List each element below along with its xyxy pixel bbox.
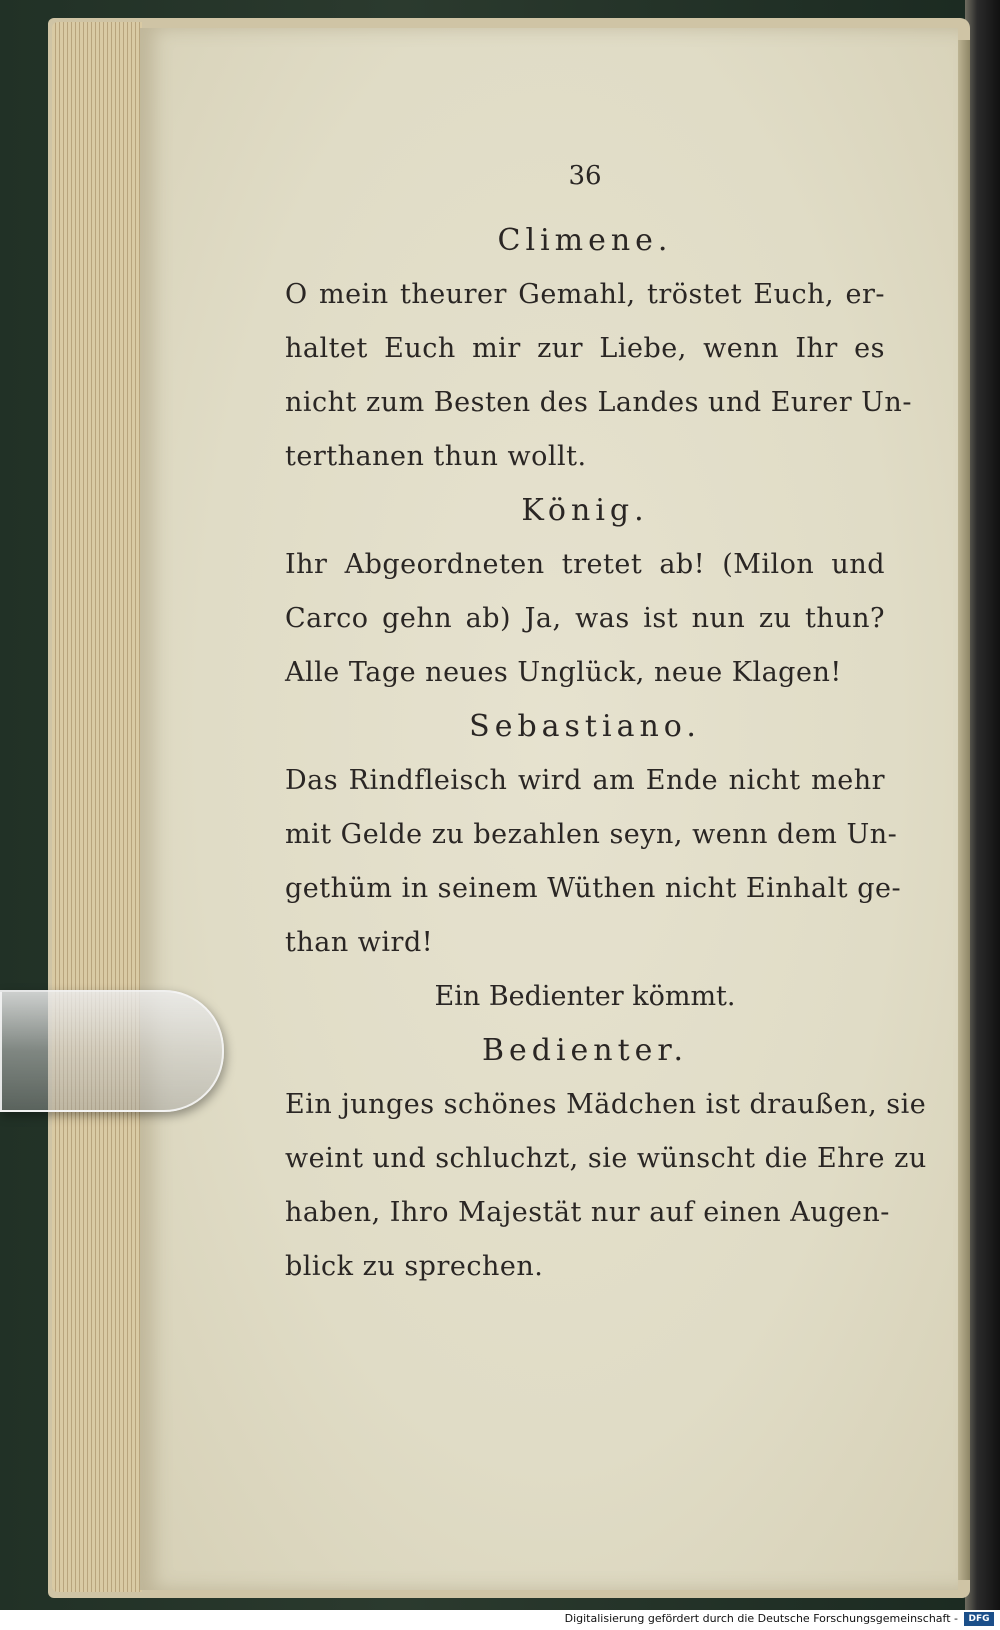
text-line: blick zu sprechen. [285, 1251, 544, 1282]
text-line: nicht zum Besten des Landes und Eurer Un- [285, 387, 912, 418]
speaker-heading: König. [521, 493, 649, 528]
text-line: than wird! [285, 927, 434, 958]
glass-page-holder [0, 990, 224, 1112]
text-line: O mein theurer Gemahl, tröstet Euch, er- [285, 279, 885, 310]
speaker-heading: Bedienter. [481, 1033, 689, 1068]
page-edges [52, 22, 142, 1592]
text-line: haltet Euch mir zur Liebe, wenn Ihr es [285, 333, 885, 364]
text-line: Das Rindfleisch wird am Ende nicht mehr [285, 765, 885, 796]
stage-direction: Ein Bedienter kömmt. [434, 981, 736, 1012]
text-line: Carco gehn ab) Ja, was ist nun zu thun? [285, 603, 885, 634]
speaker-heading: Climene. [497, 223, 673, 258]
text-line: terthanen thun wollt. [285, 441, 587, 472]
speaker-heading: Sebastiano. [469, 709, 701, 744]
dfg-logo: DFG [964, 1612, 994, 1626]
facing-page-edge [965, 0, 1000, 1610]
page-number: 36 [568, 161, 602, 191]
text-line: mit Gelde zu bezahlen seyn, wenn dem Un- [285, 819, 898, 850]
page-text [285, 160, 927, 1294]
page-gutter [958, 40, 970, 1580]
text-line: gethüm in seinem Wüthen nicht Einhalt ge- [285, 873, 902, 904]
text-line: Ein junges schönes Mädchen ist draußen, sie [285, 1089, 927, 1120]
text-line: weint und schluchzt, sie wünscht die Ehre zu [285, 1143, 927, 1174]
text-line: Ihr Abgeordneten tretet ab! (Milon und [285, 549, 885, 580]
funding-credit: Digitalisierung gefördert durch die Deutsche Forschungsgemeinschaft - [564, 1612, 958, 1625]
text-line: haben, Ihro Majestät nur auf einen Augen- [285, 1197, 890, 1228]
text-line: Alle Tage neues Unglück, neue Klagen! [285, 657, 842, 688]
